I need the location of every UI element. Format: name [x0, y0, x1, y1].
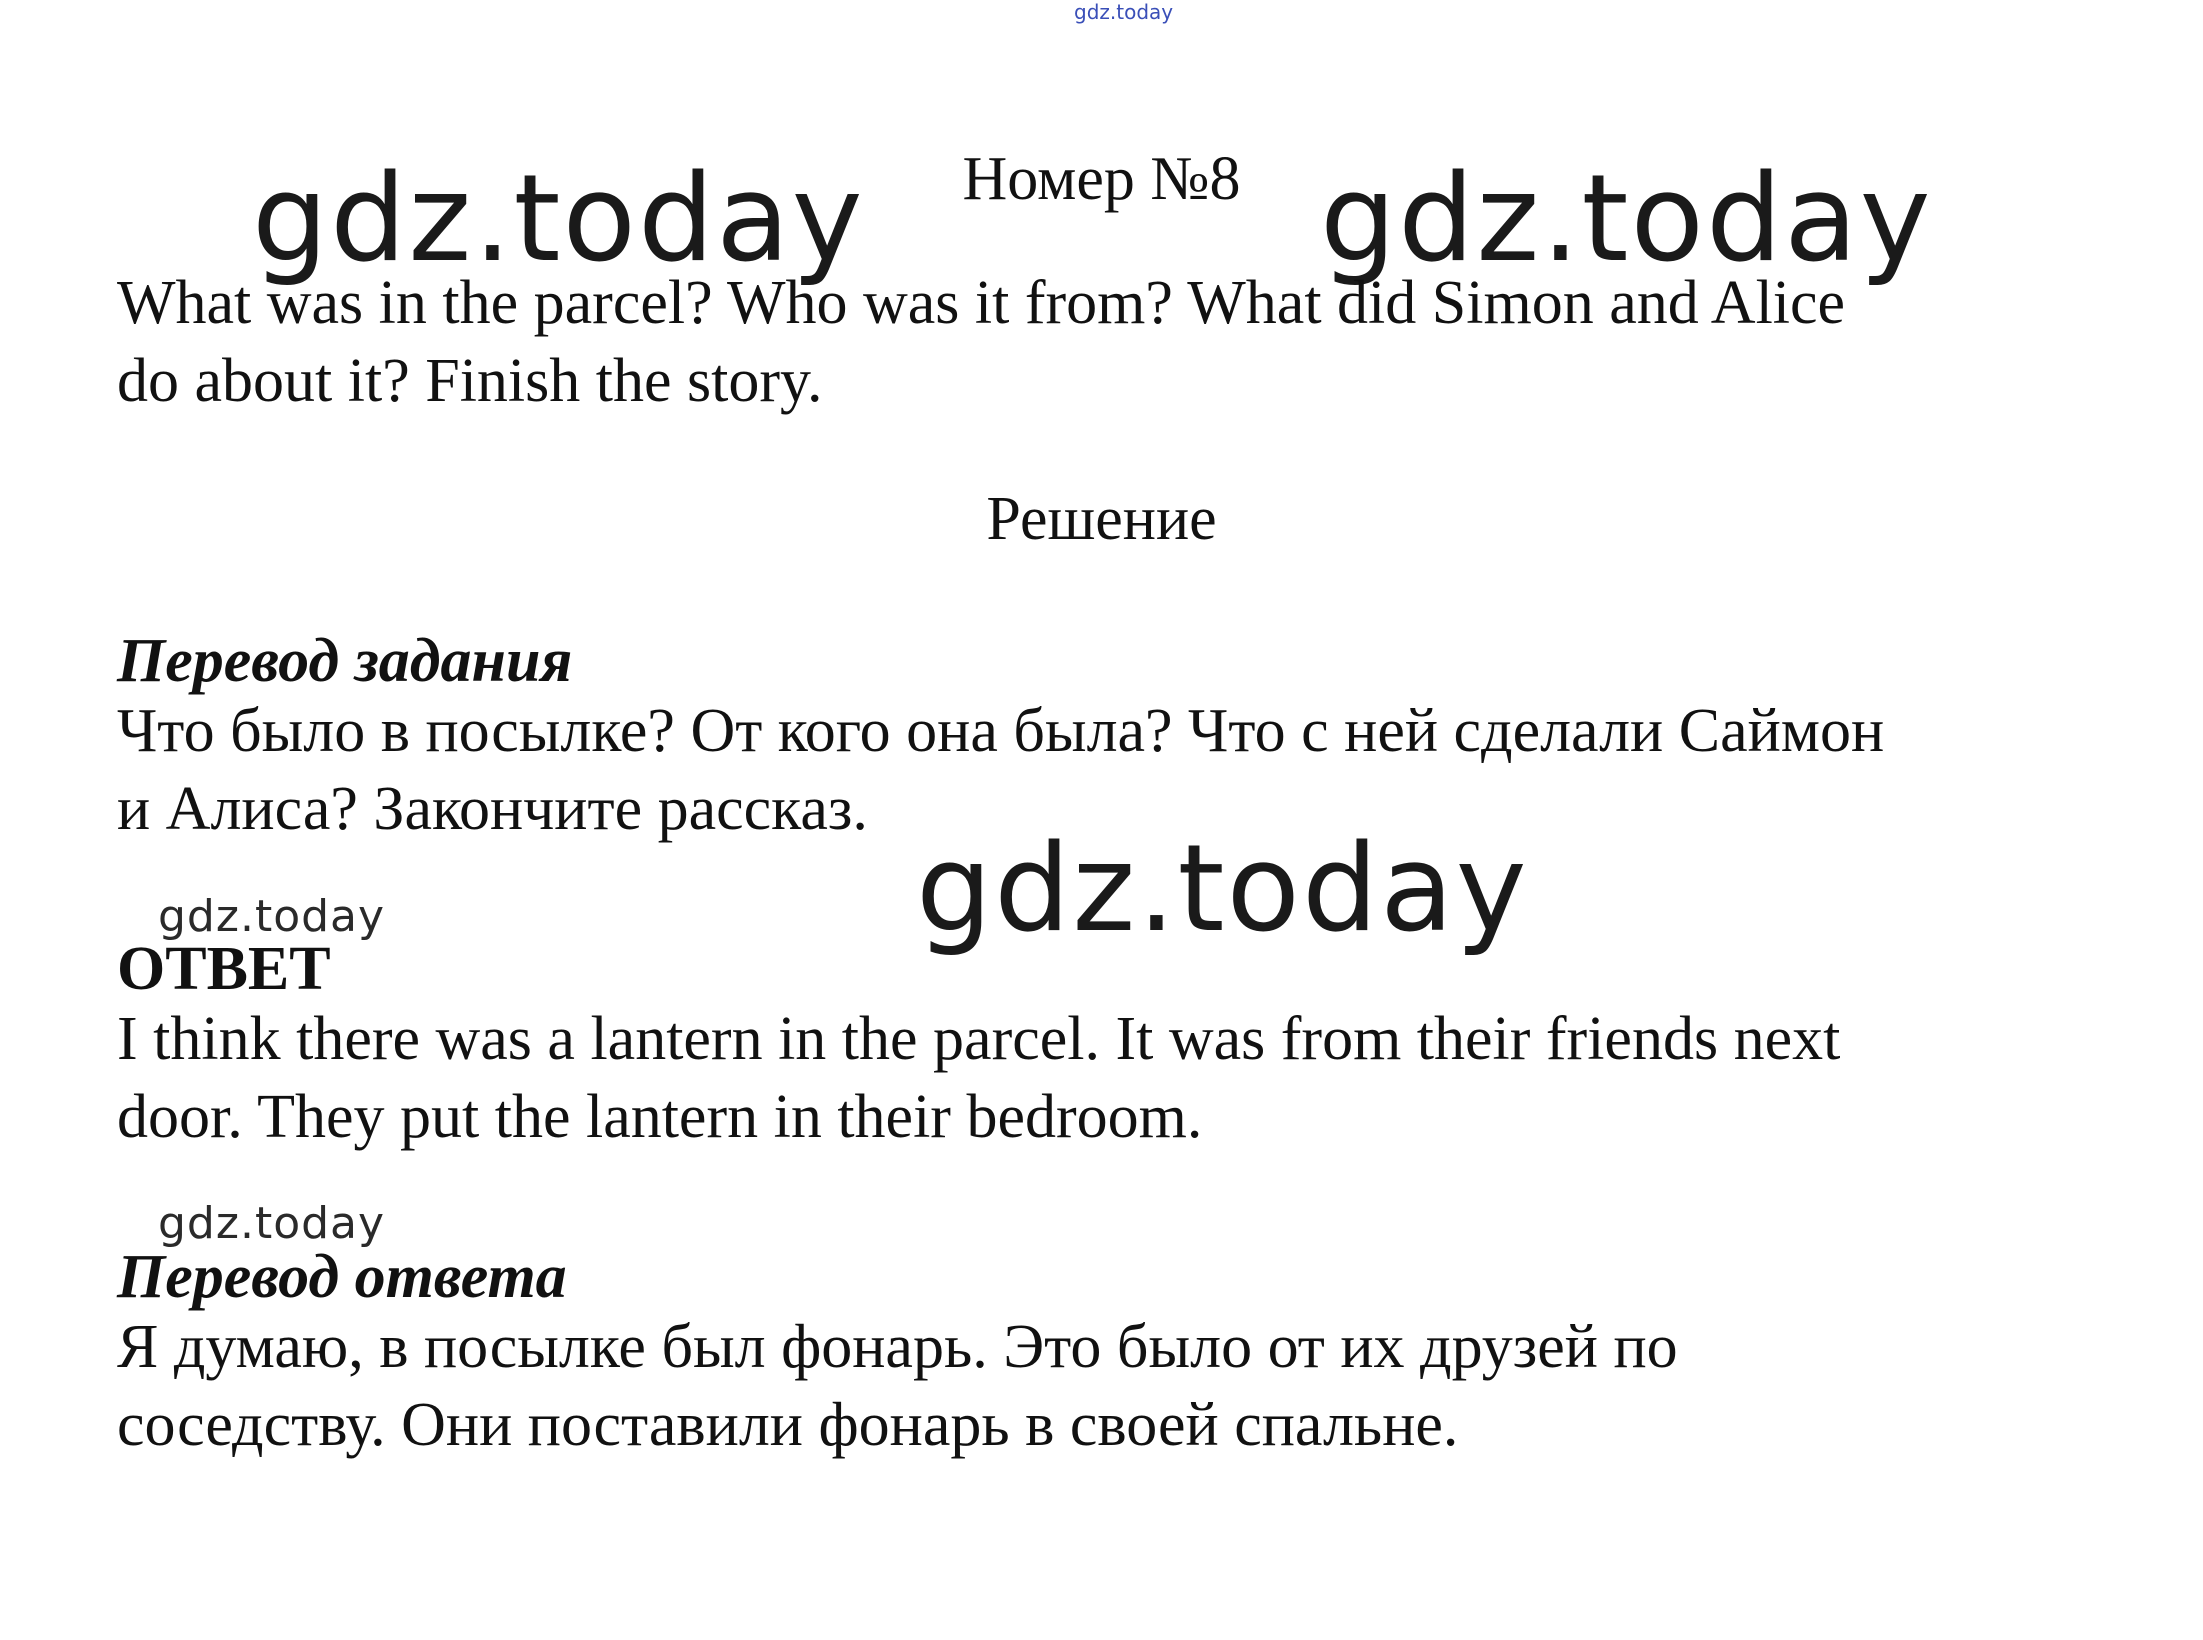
watermark-big-right: gdz.today — [1320, 150, 1933, 289]
answer-translation-line: Я думаю, в посылке был фонарь. Это было от их друзей по — [117, 1313, 1678, 1381]
task-line: What was in the parcel? Who was it from? What did Simon and Alice — [117, 269, 1846, 337]
task-translation-heading: Перевод задания — [117, 627, 573, 695]
task-translation-line: Что было в посылке? От кого она была? Что с ней сделали Саймон — [117, 697, 1885, 765]
answer-line: I think there was a lantern in the parcel. It was from their friends next — [117, 1005, 1841, 1073]
answer-translation-text — [117, 1308, 2117, 1464]
task-line: do about it? Finish the story. — [117, 347, 823, 415]
solution-label: Решение — [986, 485, 1217, 553]
answer-translation-line: соседству. Они поставили фонарь в своей спальне. — [117, 1391, 1459, 1459]
watermark-small-answer: gdz.today — [158, 891, 386, 942]
task-translation-line: и Алиса? Закончите рассказ. — [117, 775, 868, 843]
watermark-top: gdz.today — [1074, 0, 1174, 24]
answer-translation-heading: Перевод ответа — [117, 1243, 567, 1311]
watermark-big-center: gdz.today — [916, 820, 1529, 959]
answer-line: door. They put the lantern in their bedroom. — [117, 1083, 1203, 1151]
watermark-small-translation: gdz.today — [158, 1198, 386, 1249]
task-text — [117, 264, 2117, 420]
answer-text — [117, 1000, 2117, 1156]
page-title: Номер №8 — [962, 145, 1241, 213]
answer-heading: ОТВЕТ — [117, 935, 331, 1003]
watermark-big-left: gdz.today — [252, 150, 865, 289]
